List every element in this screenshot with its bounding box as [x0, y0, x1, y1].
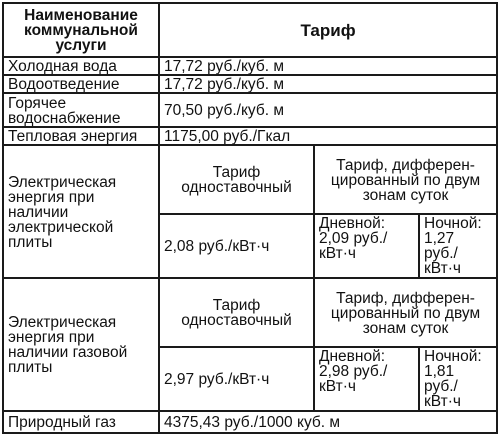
service-heat-energy: Тепловая энергия [3, 127, 159, 145]
table-row [3, 75, 497, 93]
tariff-hot-water: 70,50 руб./куб. м [159, 93, 497, 127]
service-natural-gas: Природный газ [3, 411, 159, 433]
single-rate-label-gas: Тариф одноставочный [159, 278, 314, 346]
single-rate-label-electric: Тариф одноставочный [159, 145, 314, 214]
table-header-row [3, 3, 497, 57]
single-rate-value-electric: 2,08 руб./кВт·ч [159, 214, 314, 278]
night-rate-gas: Ночной: 1,81 руб./ кВт·ч [419, 347, 497, 411]
table-row [3, 411, 497, 433]
two-zone-label-gas: Тариф, дифферен-цированный по двум зонам суток [314, 278, 497, 346]
table-row [3, 127, 497, 145]
tariff-natural-gas: 4375,43 руб./1000 куб. м [159, 411, 497, 433]
single-rate-value-gas: 2,97 руб./кВт·ч [159, 347, 314, 411]
service-hot-water: Горячее водоснабжение [3, 93, 159, 127]
table-row [3, 93, 497, 127]
two-zone-label-electric: Тариф, дифферен-цированный по двум зонам суток [314, 145, 497, 214]
service-sewerage: Водоотведение [3, 75, 159, 93]
tariff-sewerage: 17,72 руб./куб. м [159, 75, 497, 93]
table-row [3, 278, 497, 346]
tariff-cold-water: 17,72 руб./куб. м [159, 57, 497, 75]
night-rate-electric: Ночной: 1,27 руб./ кВт·ч [419, 214, 497, 278]
table-row [3, 145, 497, 214]
header-tariff: Тариф [159, 3, 497, 57]
tariff-heat-energy: 1175,00 руб./Гкал [159, 127, 497, 145]
header-service: Наименование коммунальной услуги [3, 3, 159, 57]
tariff-table [2, 2, 498, 434]
table-row [3, 57, 497, 75]
day-rate-electric: Дневной: 2,09 руб./ кВт·ч [314, 214, 419, 278]
service-cold-water: Холодная вода [3, 57, 159, 75]
day-rate-gas: Дневной: 2,98 руб./ кВт·ч [314, 347, 419, 411]
service-electric-stove: Электрическая энергия при наличии электрической плиты [3, 145, 159, 278]
service-gas-stove: Электрическая энергия при наличии газовой плиты [3, 278, 159, 410]
